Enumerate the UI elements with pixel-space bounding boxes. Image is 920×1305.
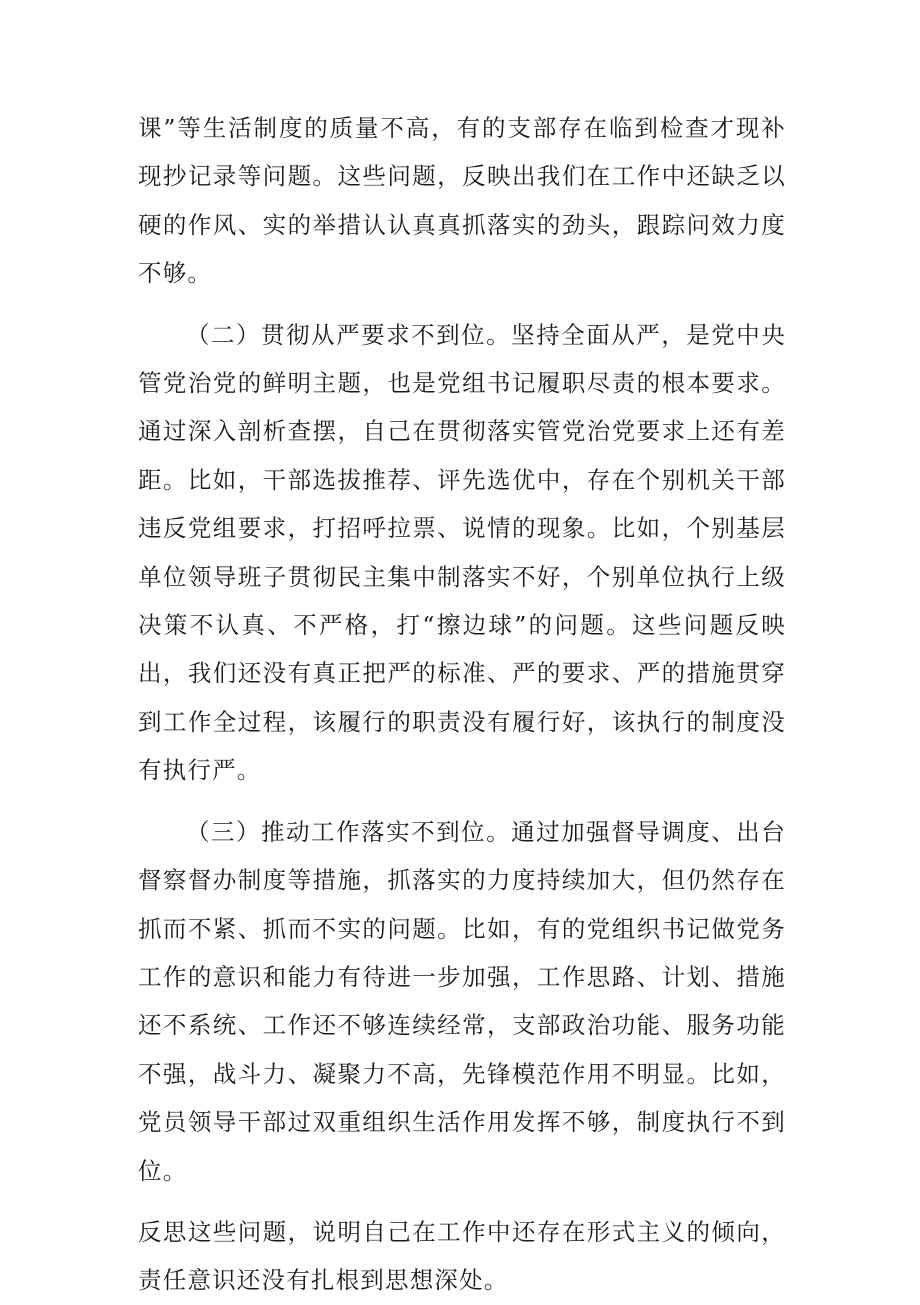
paragraph-continuation: 课”等生活制度的质量不高，有的支部存在临到检查才现补现抄记录等问题。这些问题，反映出我们在工作中还缺乏以硬的作风、实的举措认认真真抓落实的劲头，跟踪问效力度不够。	[138, 114, 786, 288]
paragraph-section-three: （三）推动工作落实不到位。通过加强督导调度、出台督察督办制度等措施，抓落实的力度持续加大，但仍然存在抓而不紧、抓而不实的问题。比如，有的党组织书记做党务工作的意识和能力有待进一步加强，工作思路、计划、措施还不系统、工作还不够连续经常，支部政治功能、服务功能不强，战斗力、凝聚力不高，先锋模范作用不明显。比如，党员领导干部过双重组织生活作用发挥不够，制度执行不到位。	[138, 817, 786, 1185]
document-body	[138, 104, 786, 1305]
paragraph-reflection: 反思这些问题，说明自己在工作中还存在形式主义的倾向，责任意识还没有扎根到思想深处。	[138, 1217, 786, 1295]
paragraph-section-two: （二）贯彻从严要求不到位。坚持全面从严，是党中央管党治党的鲜明主题，也是党组书记履职尽责的根本要求。通过深入剖析查摆，自己在贯彻落实管党治党要求上还有差距。比如，干部选拔推荐、评先选优中，存在个别机关干部违反党组要求，打招呼拉票、说情的现象。比如，个别基层单位领导班子贯彻民主集中制落实不好，个别单位执行上级决策不认真、不严格，打“擦边球”的问题。这些问题反映出，我们还没有真正把严的标准、严的要求、严的措施贯穿到工作全过程，该履行的职责没有履行好，该执行的制度没有执行严。	[138, 320, 786, 785]
